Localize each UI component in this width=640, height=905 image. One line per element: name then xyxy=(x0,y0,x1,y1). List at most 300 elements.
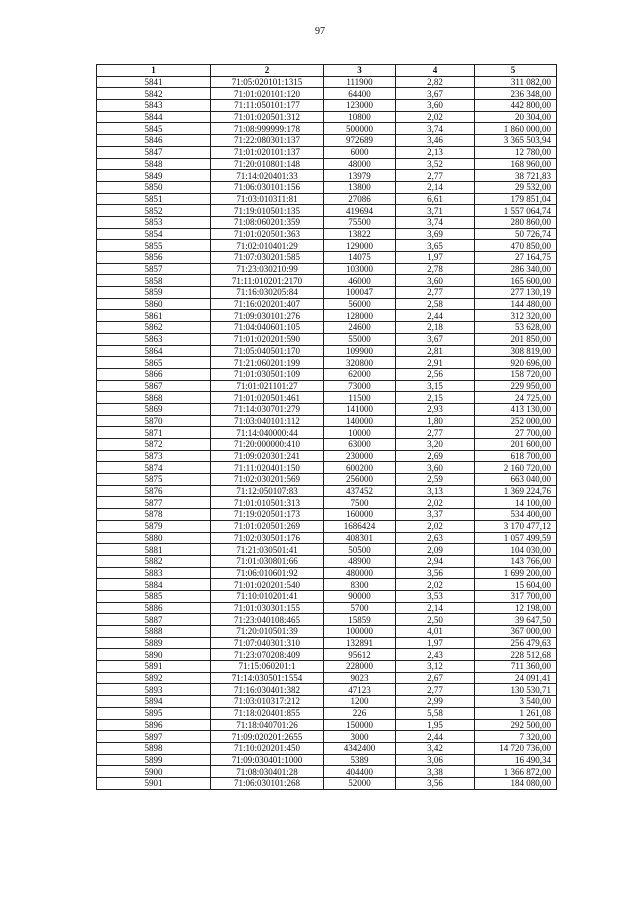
area-cell: 228000 xyxy=(324,661,396,673)
cadastral-number-cell: 71:20:000000:410 xyxy=(211,439,324,451)
area-cell: 132891 xyxy=(324,637,396,649)
area-cell: 100000 xyxy=(324,626,396,638)
value-cell: 15 604,00 xyxy=(475,579,557,591)
row-number-cell: 5886 xyxy=(97,602,211,614)
rate-cell: 2,78 xyxy=(396,263,475,275)
table-row xyxy=(97,345,557,357)
rate-cell: 2,02 xyxy=(396,497,475,509)
cadastral-number-cell: 71:01:030501:109 xyxy=(211,368,324,380)
table-row xyxy=(97,158,557,170)
rate-cell: 2,15 xyxy=(396,392,475,404)
row-number-cell: 5888 xyxy=(97,626,211,638)
row-number-cell: 5889 xyxy=(97,637,211,649)
rate-cell: 3,06 xyxy=(396,754,475,766)
table-row xyxy=(97,135,557,147)
row-number-cell: 5875 xyxy=(97,474,211,486)
area-cell: 226 xyxy=(324,707,396,719)
value-cell: 367 000,00 xyxy=(475,626,557,638)
row-number-cell: 5864 xyxy=(97,345,211,357)
table-row xyxy=(97,661,557,673)
table-row xyxy=(97,649,557,661)
row-number-cell: 5893 xyxy=(97,684,211,696)
cadastral-number-cell: 71:02:030201:569 xyxy=(211,474,324,486)
cadastral-number-cell: 71:01:010501:313 xyxy=(211,497,324,509)
area-cell: 129000 xyxy=(324,240,396,252)
row-number-cell: 5898 xyxy=(97,742,211,754)
rate-cell: 2,14 xyxy=(396,602,475,614)
cadastral-number-cell: 71:01:020501:363 xyxy=(211,228,324,240)
value-cell: 1 057 499,59 xyxy=(475,532,557,544)
area-cell: 6000 xyxy=(324,146,396,158)
cadastral-number-cell: 71:16:030205:84 xyxy=(211,287,324,299)
row-number-cell: 5849 xyxy=(97,170,211,182)
rate-cell: 2,82 xyxy=(396,76,475,88)
value-cell: 7 320,00 xyxy=(475,731,557,743)
value-cell: 252 000,00 xyxy=(475,415,557,427)
table-row xyxy=(97,216,557,228)
table-row xyxy=(97,146,557,158)
table-row xyxy=(97,205,557,217)
table-row xyxy=(97,100,557,112)
rate-cell: 2,67 xyxy=(396,672,475,684)
area-cell: 419694 xyxy=(324,205,396,217)
cadastral-number-cell: 71:04:040601:105 xyxy=(211,322,324,334)
area-cell: 13979 xyxy=(324,170,396,182)
row-number-cell: 5878 xyxy=(97,509,211,521)
table-row xyxy=(97,263,557,275)
value-cell: 12 198,00 xyxy=(475,602,557,614)
row-number-cell: 5863 xyxy=(97,333,211,345)
rate-cell: 2,50 xyxy=(396,614,475,626)
row-number-cell: 5876 xyxy=(97,485,211,497)
value-cell: 1 366 872,00 xyxy=(475,766,557,778)
cadastral-number-cell: 71:19:020501:173 xyxy=(211,509,324,521)
table-row xyxy=(97,403,557,415)
value-cell: 277 130,19 xyxy=(475,287,557,299)
value-cell: 413 130,00 xyxy=(475,403,557,415)
row-number-cell: 5877 xyxy=(97,497,211,509)
cadastral-number-cell: 71:08:030401:28 xyxy=(211,766,324,778)
area-cell: 56000 xyxy=(324,298,396,310)
table-row xyxy=(97,333,557,345)
area-cell: 5700 xyxy=(324,602,396,614)
row-number-cell: 5872 xyxy=(97,439,211,451)
area-cell: 150000 xyxy=(324,719,396,731)
table-row xyxy=(97,684,557,696)
table-row xyxy=(97,567,557,579)
table-row xyxy=(97,532,557,544)
row-number-cell: 5882 xyxy=(97,555,211,567)
area-cell: 408301 xyxy=(324,532,396,544)
area-cell: 4342400 xyxy=(324,742,396,754)
rate-cell: 6,61 xyxy=(396,193,475,205)
area-cell: 1686424 xyxy=(324,520,396,532)
area-cell: 111900 xyxy=(324,76,396,88)
row-number-cell: 5884 xyxy=(97,579,211,591)
row-number-cell: 5887 xyxy=(97,614,211,626)
row-number-cell: 5844 xyxy=(97,111,211,123)
cadastral-number-cell: 71:16:020201:407 xyxy=(211,298,324,310)
row-number-cell: 5841 xyxy=(97,76,211,88)
rate-cell: 2,91 xyxy=(396,357,475,369)
rate-cell: 1,97 xyxy=(396,637,475,649)
value-cell: 3 365 503,94 xyxy=(475,135,557,147)
table-row xyxy=(97,275,557,287)
area-cell: 5389 xyxy=(324,754,396,766)
table-row xyxy=(97,310,557,322)
area-cell: 13822 xyxy=(324,228,396,240)
cadastral-number-cell: 71:09:030101:276 xyxy=(211,310,324,322)
table-row xyxy=(97,240,557,252)
rate-cell: 2,69 xyxy=(396,450,475,462)
value-cell: 184 080,00 xyxy=(475,777,557,789)
value-cell: 286 340,00 xyxy=(475,263,557,275)
rate-cell: 1,97 xyxy=(396,252,475,264)
rate-cell: 2,77 xyxy=(396,287,475,299)
area-cell: 103000 xyxy=(324,263,396,275)
row-number-cell: 5861 xyxy=(97,310,211,322)
cadastral-number-cell: 71:21:030501:41 xyxy=(211,544,324,556)
row-number-cell: 5901 xyxy=(97,777,211,789)
rate-cell: 3,71 xyxy=(396,205,475,217)
cadastral-number-cell: 71:01:020201:540 xyxy=(211,579,324,591)
row-number-cell: 5874 xyxy=(97,462,211,474)
value-cell: 663 040,00 xyxy=(475,474,557,486)
cadastral-number-cell: 71:08:999999:178 xyxy=(211,123,324,135)
value-cell: 1 261,08 xyxy=(475,707,557,719)
value-cell: 24 091,41 xyxy=(475,672,557,684)
value-cell: 236 348,00 xyxy=(475,88,557,100)
table-row xyxy=(97,672,557,684)
page-number: 97 xyxy=(315,26,325,37)
cadastral-number-cell: 71:06:030101:268 xyxy=(211,777,324,789)
table-row xyxy=(97,497,557,509)
rate-cell: 3,60 xyxy=(396,100,475,112)
area-cell: 230000 xyxy=(324,450,396,462)
area-cell: 3000 xyxy=(324,731,396,743)
cadastral-number-cell: 71:05:040501:170 xyxy=(211,345,324,357)
table-row xyxy=(97,696,557,708)
area-cell: 47123 xyxy=(324,684,396,696)
cadastral-number-cell: 71:15:060201:1 xyxy=(211,661,324,673)
value-cell: 179 851,04 xyxy=(475,193,557,205)
cadastral-number-cell: 71:01:030301:155 xyxy=(211,602,324,614)
rate-cell: 2,58 xyxy=(396,298,475,310)
row-number-cell: 5900 xyxy=(97,766,211,778)
rate-cell: 2,56 xyxy=(396,368,475,380)
cadastral-number-cell: 71:03:010311:81 xyxy=(211,193,324,205)
row-number-cell: 5891 xyxy=(97,661,211,673)
table-row xyxy=(97,228,557,240)
area-cell: 437452 xyxy=(324,485,396,497)
table-row xyxy=(97,590,557,602)
area-cell: 64400 xyxy=(324,88,396,100)
rate-cell: 2,02 xyxy=(396,579,475,591)
area-cell: 160000 xyxy=(324,509,396,521)
value-cell: 442 800,00 xyxy=(475,100,557,112)
row-number-cell: 5862 xyxy=(97,322,211,334)
area-cell: 75500 xyxy=(324,216,396,228)
cadastral-number-cell: 71:16:030401:382 xyxy=(211,684,324,696)
rate-cell: 3,60 xyxy=(396,275,475,287)
area-cell: 10000 xyxy=(324,427,396,439)
area-cell: 404400 xyxy=(324,766,396,778)
rate-cell: 3,67 xyxy=(396,88,475,100)
table-row xyxy=(97,766,557,778)
area-cell: 52000 xyxy=(324,777,396,789)
value-cell: 292 500,00 xyxy=(475,719,557,731)
rate-cell: 2,63 xyxy=(396,532,475,544)
value-cell: 618 700,00 xyxy=(475,450,557,462)
cadastral-number-cell: 71:01:021101:27 xyxy=(211,380,324,392)
area-cell: 109900 xyxy=(324,345,396,357)
table-row xyxy=(97,626,557,638)
table-row xyxy=(97,509,557,521)
area-cell: 13800 xyxy=(324,181,396,193)
row-number-cell: 5896 xyxy=(97,719,211,731)
row-number-cell: 5894 xyxy=(97,696,211,708)
row-number-cell: 5843 xyxy=(97,100,211,112)
value-cell: 130 530,71 xyxy=(475,684,557,696)
row-number-cell: 5892 xyxy=(97,672,211,684)
table-row xyxy=(97,88,557,100)
table-header-row xyxy=(97,65,557,77)
rate-cell: 2,44 xyxy=(396,731,475,743)
rate-cell: 3,60 xyxy=(396,462,475,474)
value-cell: 39 647,50 xyxy=(475,614,557,626)
table-row xyxy=(97,637,557,649)
table-row xyxy=(97,439,557,451)
value-cell: 1 699 200,00 xyxy=(475,567,557,579)
table-row xyxy=(97,193,557,205)
value-cell: 201 850,00 xyxy=(475,333,557,345)
rate-cell: 3,38 xyxy=(396,766,475,778)
area-cell: 320800 xyxy=(324,357,396,369)
area-cell: 15859 xyxy=(324,614,396,626)
row-number-cell: 5845 xyxy=(97,123,211,135)
value-cell: 143 766,00 xyxy=(475,555,557,567)
area-cell: 600200 xyxy=(324,462,396,474)
cadastral-number-cell: 71:03:010317:212 xyxy=(211,696,324,708)
value-cell: 27 164,75 xyxy=(475,252,557,264)
value-cell: 104 030,00 xyxy=(475,544,557,556)
area-cell: 100047 xyxy=(324,287,396,299)
value-cell: 201 600,00 xyxy=(475,439,557,451)
rate-cell: 3,74 xyxy=(396,123,475,135)
cadastral-number-cell: 71:07:030201:585 xyxy=(211,252,324,264)
column-header-5: 5 xyxy=(475,65,557,77)
cadastral-number-cell: 71:11:020401:150 xyxy=(211,462,324,474)
area-cell: 62000 xyxy=(324,368,396,380)
cadastral-number-cell: 71:01:020501:269 xyxy=(211,520,324,532)
row-number-cell: 5870 xyxy=(97,415,211,427)
area-cell: 46000 xyxy=(324,275,396,287)
value-cell: 29 532,00 xyxy=(475,181,557,193)
cadastral-number-cell: 71:01:020101:137 xyxy=(211,146,324,158)
column-header-4: 4 xyxy=(396,65,475,77)
area-cell: 7500 xyxy=(324,497,396,509)
table-row xyxy=(97,123,557,135)
table-row xyxy=(97,392,557,404)
cadastral-number-cell: 71:10:020201:450 xyxy=(211,742,324,754)
table-row xyxy=(97,707,557,719)
row-number-cell: 5897 xyxy=(97,731,211,743)
row-number-cell: 5865 xyxy=(97,357,211,369)
rate-cell: 3,13 xyxy=(396,485,475,497)
rate-cell: 2,09 xyxy=(396,544,475,556)
value-cell: 308 819,00 xyxy=(475,345,557,357)
rate-cell: 3,42 xyxy=(396,742,475,754)
rate-cell: 3,74 xyxy=(396,216,475,228)
table-row xyxy=(97,170,557,182)
cadastral-number-cell: 71:20:010801:148 xyxy=(211,158,324,170)
rate-cell: 3,56 xyxy=(396,567,475,579)
area-cell: 11500 xyxy=(324,392,396,404)
area-cell: 48900 xyxy=(324,555,396,567)
rate-cell: 2,59 xyxy=(396,474,475,486)
row-number-cell: 5856 xyxy=(97,252,211,264)
cadastral-number-cell: 71:12:050107:83 xyxy=(211,485,324,497)
cadastral-number-cell: 71:20:010501:39 xyxy=(211,626,324,638)
cadastral-number-cell: 71:06:030101:156 xyxy=(211,181,324,193)
table-row xyxy=(97,181,557,193)
table-row xyxy=(97,474,557,486)
cadastral-number-cell: 71:09:030401:1000 xyxy=(211,754,324,766)
area-cell: 972689 xyxy=(324,135,396,147)
cadastral-number-cell: 71:01:020501:461 xyxy=(211,392,324,404)
rate-cell: 2,77 xyxy=(396,170,475,182)
cadastral-number-cell: 71:23:070208:409 xyxy=(211,649,324,661)
table-row xyxy=(97,427,557,439)
rate-cell: 4,01 xyxy=(396,626,475,638)
row-number-cell: 5866 xyxy=(97,368,211,380)
cadastral-number-cell: 71:09:020301:241 xyxy=(211,450,324,462)
table-row xyxy=(97,322,557,334)
rate-cell: 3,56 xyxy=(396,777,475,789)
value-cell: 24 725,00 xyxy=(475,392,557,404)
table-row xyxy=(97,252,557,264)
cadastral-number-cell: 71:03:040101:112 xyxy=(211,415,324,427)
cadastral-number-cell: 71:22:080301:137 xyxy=(211,135,324,147)
cadastral-number-cell: 71:19:010501:135 xyxy=(211,205,324,217)
value-cell: 534 400,00 xyxy=(475,509,557,521)
cadastral-number-cell: 71:01:020101:120 xyxy=(211,88,324,100)
area-cell: 140000 xyxy=(324,415,396,427)
row-number-cell: 5867 xyxy=(97,380,211,392)
row-number-cell: 5881 xyxy=(97,544,211,556)
area-cell: 123000 xyxy=(324,100,396,112)
value-cell: 20 304,00 xyxy=(475,111,557,123)
value-cell: 1 860 000,00 xyxy=(475,123,557,135)
table-row xyxy=(97,415,557,427)
row-number-cell: 5848 xyxy=(97,158,211,170)
row-number-cell: 5851 xyxy=(97,193,211,205)
table-row xyxy=(97,462,557,474)
rate-cell: 3,12 xyxy=(396,661,475,673)
row-number-cell: 5852 xyxy=(97,205,211,217)
cadastral-number-cell: 71:09:020201:2655 xyxy=(211,731,324,743)
value-cell: 38 721,83 xyxy=(475,170,557,182)
area-cell: 48000 xyxy=(324,158,396,170)
value-cell: 3 170 477,12 xyxy=(475,520,557,532)
value-cell: 16 490,34 xyxy=(475,754,557,766)
cadastral-number-cell: 71:23:040108:465 xyxy=(211,614,324,626)
column-header-2: 2 xyxy=(211,65,324,77)
value-cell: 920 696,00 xyxy=(475,357,557,369)
value-cell: 317 700,00 xyxy=(475,590,557,602)
rate-cell: 2,93 xyxy=(396,403,475,415)
area-cell: 480000 xyxy=(324,567,396,579)
table-row xyxy=(97,777,557,789)
row-number-cell: 5880 xyxy=(97,532,211,544)
area-cell: 9023 xyxy=(324,672,396,684)
row-number-cell: 5853 xyxy=(97,216,211,228)
table-row xyxy=(97,368,557,380)
table-row xyxy=(97,357,557,369)
rate-cell: 3,37 xyxy=(396,509,475,521)
rate-cell: 3,65 xyxy=(396,240,475,252)
table-row xyxy=(97,719,557,731)
cadastral-number-cell: 71:18:040701:26 xyxy=(211,719,324,731)
value-cell: 228 512,68 xyxy=(475,649,557,661)
cadastral-number-cell: 71:11:050101:177 xyxy=(211,100,324,112)
row-number-cell: 5899 xyxy=(97,754,211,766)
value-cell: 165 600,00 xyxy=(475,275,557,287)
rate-cell: 2,43 xyxy=(396,649,475,661)
value-cell: 711 360,00 xyxy=(475,661,557,673)
rate-cell: 3,67 xyxy=(396,333,475,345)
table-row xyxy=(97,111,557,123)
rate-cell: 3,69 xyxy=(396,228,475,240)
rate-cell: 2,18 xyxy=(396,322,475,334)
row-number-cell: 5895 xyxy=(97,707,211,719)
value-cell: 168 960,00 xyxy=(475,158,557,170)
value-cell: 14 100,00 xyxy=(475,497,557,509)
row-number-cell: 5857 xyxy=(97,263,211,275)
table-row xyxy=(97,579,557,591)
rate-cell: 2,13 xyxy=(396,146,475,158)
table-row xyxy=(97,485,557,497)
cadastral-number-cell: 71:06:010601:92 xyxy=(211,567,324,579)
cadastral-number-cell: 71:14:040000:44 xyxy=(211,427,324,439)
rate-cell: 5,58 xyxy=(396,707,475,719)
table-body xyxy=(97,76,557,789)
rate-cell: 1,95 xyxy=(396,719,475,731)
value-cell: 12 780,00 xyxy=(475,146,557,158)
table-row xyxy=(97,298,557,310)
value-cell: 14 720 736,00 xyxy=(475,742,557,754)
table-row xyxy=(97,380,557,392)
row-number-cell: 5847 xyxy=(97,146,211,158)
cadastral-number-cell: 71:14:030501:1554 xyxy=(211,672,324,684)
value-cell: 311 082,00 xyxy=(475,76,557,88)
cadastral-number-cell: 71:01:030801:66 xyxy=(211,555,324,567)
value-cell: 1 369 224,76 xyxy=(475,485,557,497)
row-number-cell: 5890 xyxy=(97,649,211,661)
rate-cell: 3,52 xyxy=(396,158,475,170)
cadastral-number-cell: 71:11:010201:2170 xyxy=(211,275,324,287)
table-row xyxy=(97,555,557,567)
rate-cell: 2,02 xyxy=(396,111,475,123)
area-cell: 8300 xyxy=(324,579,396,591)
row-number-cell: 5869 xyxy=(97,403,211,415)
table-row xyxy=(97,614,557,626)
cadastral-number-cell: 71:21:060201:199 xyxy=(211,357,324,369)
area-cell: 50500 xyxy=(324,544,396,556)
rate-cell: 2,02 xyxy=(396,520,475,532)
area-cell: 10800 xyxy=(324,111,396,123)
value-cell: 312 320,00 xyxy=(475,310,557,322)
